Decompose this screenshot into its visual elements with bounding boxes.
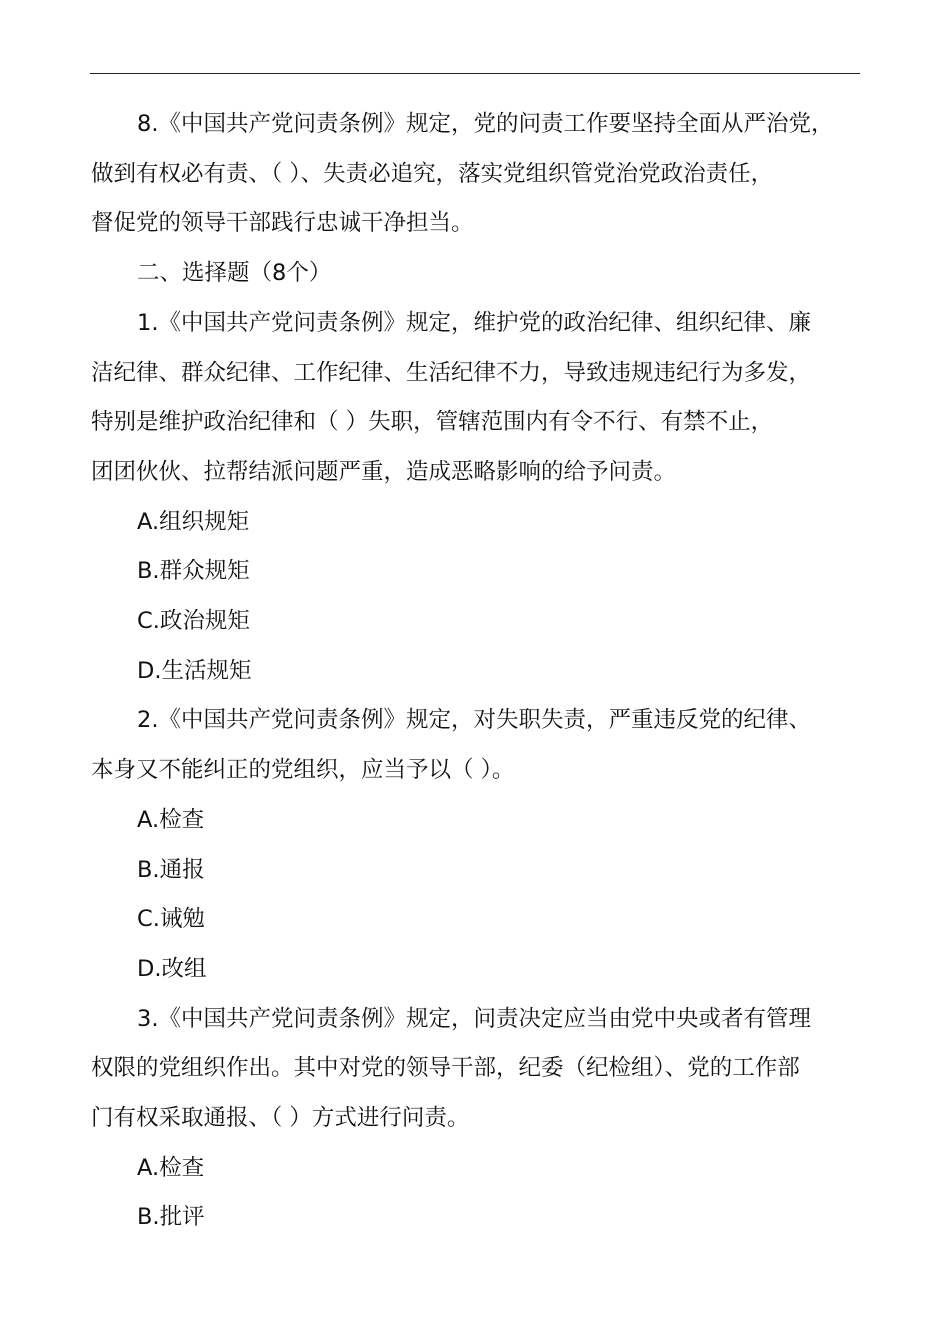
option-b: B.批评 [137, 1204, 205, 1231]
question-line: 做到有权必有责、（ ）、失责必追究，落实党组织管党治党政治责任， [91, 160, 774, 187]
question-line: 洁纪律、群众纪律、工作纪律、生活纪律不力，导致违规违纪行为多发， [91, 359, 812, 386]
header-rule [90, 73, 860, 74]
question-line: 团团伙伙、拉帮结派问题严重，造成恶略影响的给予问责。 [91, 458, 677, 485]
question-line: 本身又不能纠正的党组织，应当予以（ ）。 [91, 757, 515, 784]
question-2 [91, 696, 863, 795]
question-line: 2.《中国共产党问责条例》规定，对失职失责，严重违反党的纪律、 [137, 707, 811, 734]
question-line: 8.《中国共产党问责条例》规定，党的问责工作要坚持全面从严治党， [137, 111, 834, 137]
section-heading: 二、选择题（8个） [137, 260, 332, 287]
question-line: 门有权采取通报、（ ）方式进行问责。 [91, 1105, 470, 1132]
option-c: C.政治规矩 [137, 608, 250, 635]
option-a: A.检查 [137, 1154, 205, 1181]
option-a: A.检查 [137, 806, 205, 833]
fill-in-question-8 [91, 100, 863, 249]
question-line: 3.《中国共产党问责条例》规定，问责决定应当由党中央或者有管理 [137, 1005, 811, 1032]
option-a: A.组织规矩 [137, 508, 250, 535]
question-line: 督促党的领导干部践行忠诚干净担当。 [91, 210, 474, 237]
option-b: B.通报 [137, 856, 205, 883]
question-line: 权限的党组织作出。其中对党的领导干部，纪委（纪检组）、党的工作部 [91, 1055, 800, 1082]
option-d: D.生活规矩 [137, 657, 252, 684]
question-line: 1.《中国共产党问责条例》规定，维护党的政治纪律、组织纪律、廉 [137, 309, 811, 336]
question-3 [91, 995, 863, 1144]
option-b: B.群众规矩 [137, 558, 250, 585]
option-d: D.改组 [137, 955, 207, 982]
document-body [91, 100, 863, 1243]
question-1 [91, 299, 863, 498]
question-line: 特别是维护政治纪律和（ ）失职，管辖范围内有令不行、有禁不止， [91, 409, 774, 436]
option-c: C.诫勉 [137, 906, 205, 933]
